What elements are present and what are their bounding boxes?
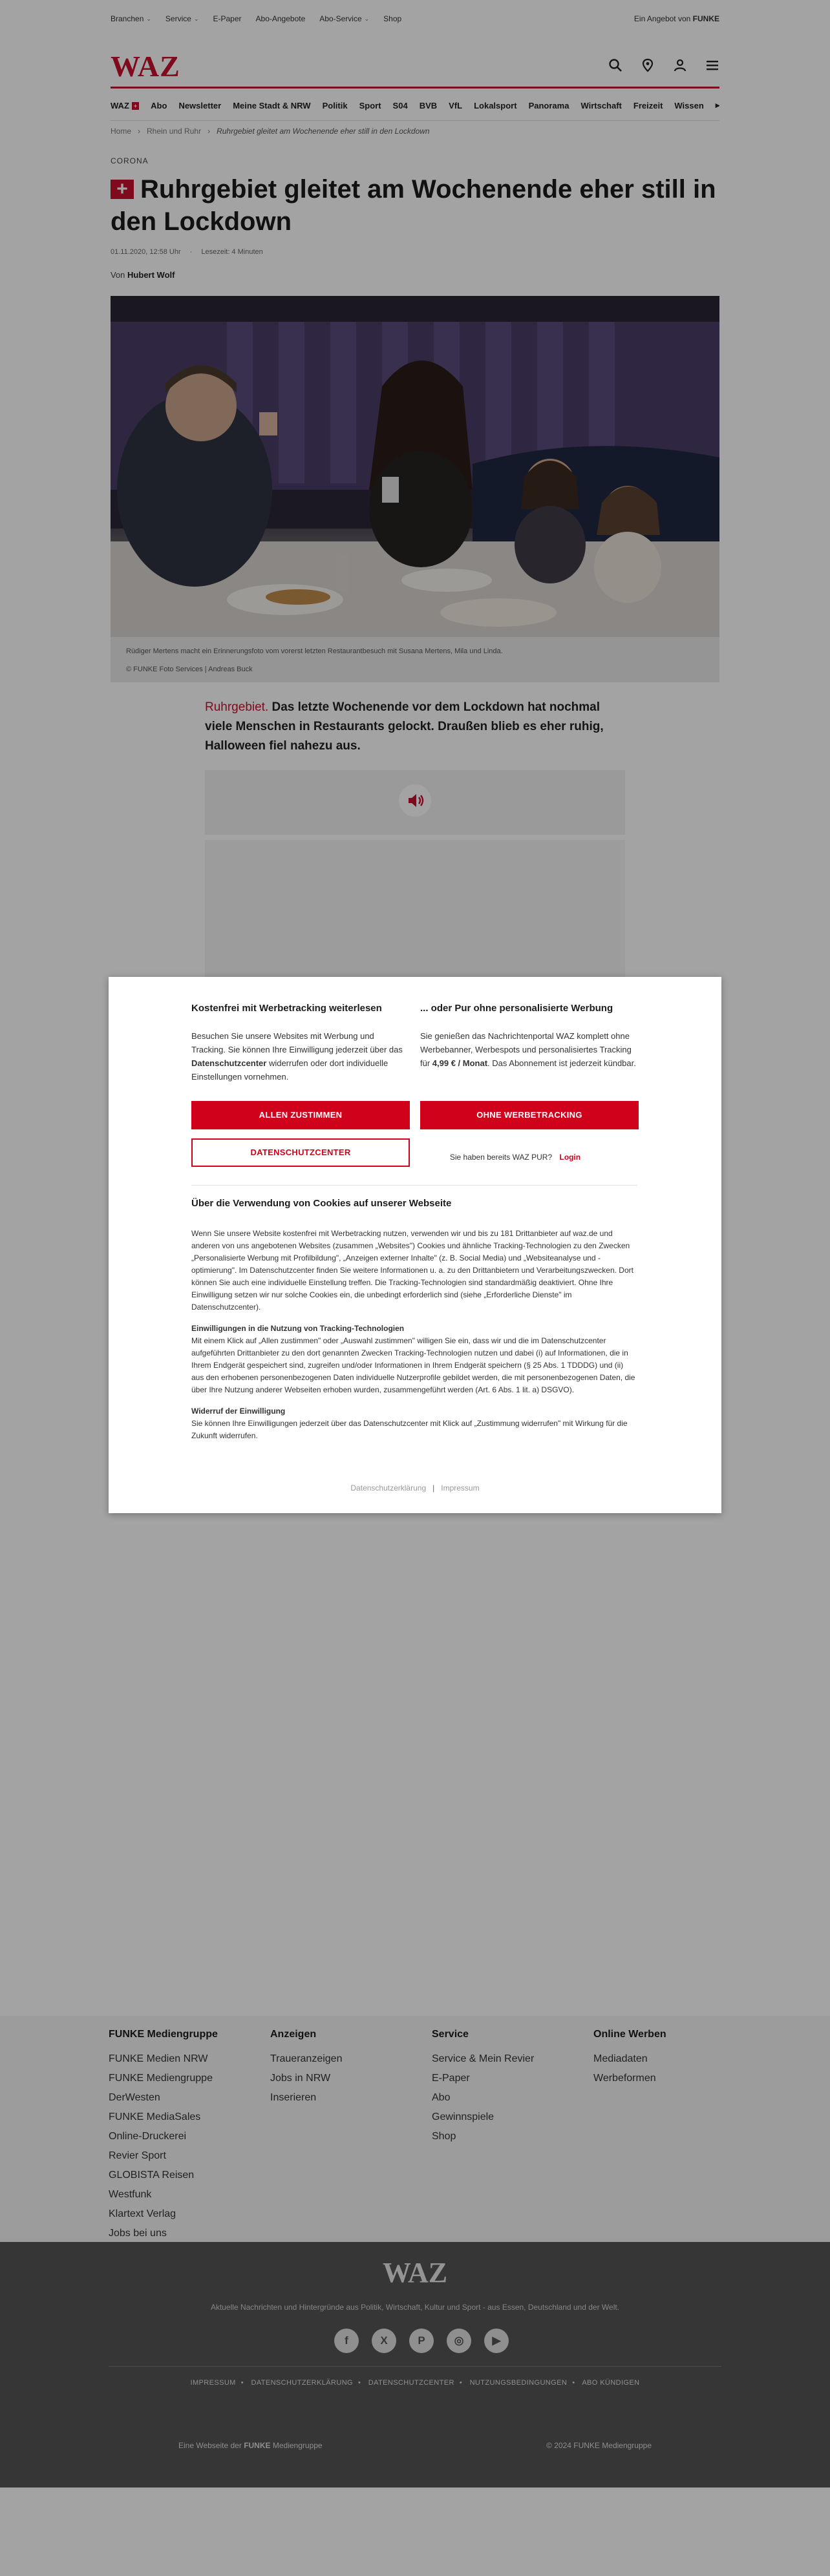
- footer-link[interactable]: Abo: [432, 2092, 451, 2103]
- footer-link[interactable]: Gewinnspiele: [432, 2111, 495, 2122]
- footer-publisher: Eine Webseite der FUNKE Mediengruppe: [178, 2441, 323, 2450]
- x-twitter-icon[interactable]: X: [372, 2329, 396, 2353]
- plus-article-icon: +: [111, 180, 134, 199]
- footer-copyright: © 2024 FUNKE Mediengruppe: [546, 2441, 652, 2450]
- footer-link[interactable]: Online-Druckerei: [109, 2131, 187, 2142]
- legal-link-nutzungsbedingungen[interactable]: NUTZUNGSBEDINGUNGEN: [469, 2379, 568, 2387]
- consent-option-pur: [420, 1003, 639, 1070]
- cookie-paragraph: Einwilligungen in die Nutzung von Tracking-Technologien Mit einem Klick auf „Allen zustimmen" oder „Auswahl zustimmen" willigen Sie ein, dass wir und die im Datenschutzcenter aufgeführten Drittanbieter zu den dort genannten Zwecken Tracking-Technologien nutzen und dabei (i) auf Informationen, die in Ihrem Endgerät gespeichert sind, zugreifen und/oder Informationen in Ihrem Endgerät speichern (§ 25 Abs. 1 TDDDG) und (ii) aus den erhobenen personenbezogenen Daten individuelle Nutzerprofile gebildet werden, die mit personenbezogenen Daten, die über Ihre Nutzung anderer Webseiten erhoben wurden, zusammengeführt werden (Art. 6 Abs. 1 lit. a) DSGVO).: [191, 1323, 637, 1396]
- footer-link[interactable]: Shop: [432, 2131, 456, 2142]
- nav-item-panorama[interactable]: Panorama: [528, 100, 569, 110]
- legal-link-datenschutzcenter[interactable]: DATENSCHUTZCENTER: [368, 2379, 454, 2387]
- footer-link[interactable]: DerWesten: [109, 2092, 160, 2103]
- footer-link[interactable]: Werbeformen: [593, 2073, 656, 2084]
- consent-option-tracking: [191, 1003, 410, 1084]
- article-lead: Ruhrgebiet. Das letzte Wochenende vor dem Lockdown hat nochmal viele Menschen in Restaurants gelockt. Draußen blieb es eher ruhig, Halloween fiel nahezu aus.: [205, 700, 604, 753]
- lead-location: Ruhrgebiet.: [205, 700, 269, 714]
- chevron-down-icon: ⌄: [364, 15, 370, 22]
- utility-link-shop[interactable]: Shop: [383, 14, 402, 23]
- privacy-policy-link[interactable]: Datenschutzerklärung: [350, 1483, 427, 1492]
- nav-item-waz[interactable]: WAZ +: [111, 101, 139, 110]
- caption-text: Rüdiger Mertens macht ein Erinnerungsfoto vom vorerst letzten Restaurantbesuch mit Susana Mertens, Mila und Linda.: [126, 647, 503, 655]
- cookie-info-title: Über die Verwendung von Cookies auf unserer Webseite: [191, 1198, 452, 1209]
- breadcrumb-separator-icon: ›: [138, 127, 141, 136]
- breadcrumb-section[interactable]: Rhein und Ruhr: [147, 127, 202, 136]
- image-credit: © FUNKE Foto Services | Andreas Buck: [126, 665, 253, 673]
- youtube-icon[interactable]: ▶: [484, 2329, 509, 2353]
- footer-link[interactable]: Mediadaten: [593, 2053, 648, 2064]
- footer-link[interactable]: FUNKE Mediengruppe: [109, 2073, 213, 2084]
- nav-scroll-right-icon[interactable]: ▸: [715, 100, 719, 110]
- author-name[interactable]: Hubert Wolf: [127, 270, 175, 280]
- nav-item-vfl[interactable]: VfL: [449, 100, 463, 110]
- nav-item-s04[interactable]: S04: [392, 100, 408, 110]
- consent-left-title: Kostenfrei mit Werbetracking weiterlesen: [191, 1003, 382, 1014]
- article-title: + Ruhrgebiet gleitet am Wochenende eher still in den Lockdown: [111, 175, 716, 236]
- footer-link[interactable]: Westfunk: [109, 2189, 152, 2200]
- cookie-info-body: [191, 1228, 637, 1451]
- footer-logo[interactable]: WAZ: [382, 2257, 448, 2288]
- pur-price: 4,99 € / Monat: [432, 1058, 488, 1068]
- article-date: 01.11.2020, 12:58 Uhr: [111, 248, 181, 256]
- footer-link[interactable]: Inserieren: [270, 2092, 317, 2103]
- consent-dialog: [109, 977, 721, 1513]
- waz-logo[interactable]: WAZ: [111, 50, 180, 83]
- utility-link-abo-angebote[interactable]: Abo-Angebote: [255, 14, 306, 23]
- footer-link[interactable]: Revier Sport: [109, 2150, 166, 2161]
- footer-link[interactable]: Traueranzeigen: [270, 2053, 343, 2064]
- breadcrumb-home[interactable]: Home: [111, 127, 132, 136]
- footer-column-title: Service: [432, 2029, 469, 2040]
- breadcrumb-separator-icon: ›: [208, 127, 211, 136]
- without-tracking-button[interactable]: OHNE WERBETRACKING: [420, 1101, 639, 1129]
- cookie-subheading: Widerruf der Einwilligung: [191, 1407, 286, 1416]
- pur-login-line: Sie haben bereits WAZ PUR? Login: [449, 1153, 581, 1162]
- meta-separator: ·: [189, 248, 193, 256]
- consent-divider: [191, 1185, 637, 1186]
- footer-column-title: FUNKE Mediengruppe: [109, 2029, 218, 2040]
- nav-item-freizeit[interactable]: Freizeit: [633, 100, 663, 110]
- breadcrumb-current: Ruhrgebiet gleitet am Wochenende eher still in den Lockdown: [217, 127, 430, 136]
- datenschutzcenter-link[interactable]: Datenschutzcenter: [191, 1058, 267, 1068]
- privacy-center-button[interactable]: DATENSCHUTZCENTER: [191, 1138, 410, 1167]
- chevron-down-icon: ⌄: [193, 15, 199, 22]
- article-author: Von Hubert Wolf: [111, 270, 175, 280]
- consent-right-title: ... oder Pur ohne personalisierte Werbung: [420, 1003, 613, 1014]
- nav-item-meine-stadt[interactable]: Meine Stadt & NRW: [233, 100, 311, 110]
- footer-link[interactable]: FUNKE MediaSales: [109, 2111, 201, 2122]
- legal-links: IMPRESSUM • DATENSCHUTZERKLÄRUNG • DATENSCHUTZCENTER • NUTZUNGSBEDINGUNGEN • ABO KÜNDIGEN: [190, 2379, 640, 2387]
- nav-item-wirtschaft[interactable]: Wirtschaft: [580, 100, 622, 110]
- footer-link[interactable]: Klartext Verlag: [109, 2208, 176, 2219]
- footer-link[interactable]: E-Paper: [432, 2073, 470, 2084]
- nav-item-politik[interactable]: Politik: [322, 100, 348, 110]
- pinterest-icon[interactable]: P: [409, 2329, 434, 2353]
- footer-link[interactable]: Jobs bei uns: [109, 2228, 167, 2239]
- accept-all-button[interactable]: ALLEN ZUSTIMMEN: [191, 1101, 410, 1129]
- instagram-icon[interactable]: ◎: [447, 2329, 471, 2353]
- nav-item-abo[interactable]: Abo: [151, 100, 167, 110]
- utility-link-branchen[interactable]: Branchen ⌄: [111, 14, 151, 23]
- funke-brand-line[interactable]: Ein Angebot von FUNKE: [633, 14, 719, 23]
- legal-link-abo-kuendigen[interactable]: ABO KÜNDIGEN: [582, 2379, 640, 2387]
- utility-link-service[interactable]: Service ⌄: [165, 14, 199, 23]
- footer-link[interactable]: Service & Mein Revier: [432, 2053, 535, 2064]
- chevron-down-icon: ⌄: [146, 15, 151, 22]
- cookie-subheading: Einwilligungen in die Nutzung von Tracking-Technologien: [191, 1324, 405, 1333]
- nav-item-sport[interactable]: Sport: [359, 100, 381, 110]
- imprint-link[interactable]: Impressum: [441, 1483, 480, 1492]
- cookie-paragraph: Widerruf der Einwilligung Sie können Ihre Einwilligungen jederzeit über das Datenschutzcenter mit Klick auf „Zustimmung widerrufen" mit Wirkung für die Zukunft widerrufen.: [191, 1405, 637, 1442]
- consent-right-text: Sie genießen das Nachrichtenportal WAZ komplett ohne Werbebanner, Werbespots und personalisiertes Tracking für 4,99 € / Monat. Das Abonnement ist jederzeit kündbar.: [420, 1031, 636, 1068]
- plus-badge: +: [132, 102, 139, 110]
- nav-item-lokalsport[interactable]: Lokalsport: [474, 100, 517, 110]
- consent-footer-links: Datenschutzerklärung | Impressum: [350, 1483, 480, 1492]
- utility-link-epaper[interactable]: E-Paper: [213, 14, 242, 23]
- facebook-icon[interactable]: f: [334, 2329, 359, 2353]
- footer-column-title: Anzeigen: [270, 2029, 317, 2040]
- footer-column-title: Online Werben: [593, 2029, 666, 2040]
- legal-link-impressum[interactable]: IMPRESSUM: [190, 2379, 236, 2387]
- utility-link-abo-service[interactable]: Abo-Service ⌄: [319, 14, 370, 23]
- nav-item-wissen[interactable]: Wissen: [674, 100, 704, 110]
- footer-link[interactable]: Jobs in NRW: [270, 2073, 331, 2084]
- nav-item-newsletter[interactable]: Newsletter: [178, 100, 222, 110]
- login-link[interactable]: Login: [559, 1153, 581, 1162]
- legal-link-datenschutzerklaerung[interactable]: DATENSCHUTZERKLÄRUNG: [251, 2379, 353, 2387]
- consent-left-text: Besuchen Sie unsere Websites mit Werbung und Tracking. Sie können Ihre Einwilligung jederzeit über das Datenschutzcenter widerrufen oder dort individuelle Einstellungen vornehmen.: [191, 1031, 403, 1082]
- article-readtime: Lesezeit: 4 Minuten: [201, 248, 263, 256]
- article-kicker: CORONA: [111, 156, 149, 165]
- nav-item-bvb[interactable]: BVB: [419, 100, 438, 110]
- cookie-paragraph: Wenn Sie unsere Website kostenfrei mit Werbetracking nutzen, verwenden wir und bis zu 181 Drittanbieter auf waz.de und anderen von uns angebotenen Websites (zusammen „Websites") Cookies und ähnliche Tracking-Technologien zu den Zwecken „Personalisierte Werbung mit Profilbildung", „Anzeigen externer Inhalte" (z. B. Social Media) und „Websiteanalyse und -optimierung". Im Datenschutzcenter finden Sie weitere Informationen u. a. zu den Drittanbietern und Verarbeitungszwecken. Dort können Sie auch eine individuelle Einstellung treffen. Die Tracking-Technologien sind standardmäßig deaktiviert. Ohne Ihre Einwilligung setzen wir nur solche Cookies ein, die unbedingt erforderlich sind (siehe „Erforderliche Dienste" im Datenschutzcenter).: [191, 1229, 633, 1312]
- footer-link[interactable]: FUNKE Medien NRW: [109, 2053, 208, 2064]
- footer-link[interactable]: GLOBISTA Reisen: [109, 2170, 195, 2181]
- footer-tagline: Aktuelle Nachrichten und Hintergründe aus Politik, Wirtschaft, Kultur und Sport - aus Essen, Deutschland und der Welt.: [210, 2303, 620, 2312]
- funke-logo: FUNKE: [692, 14, 719, 23]
